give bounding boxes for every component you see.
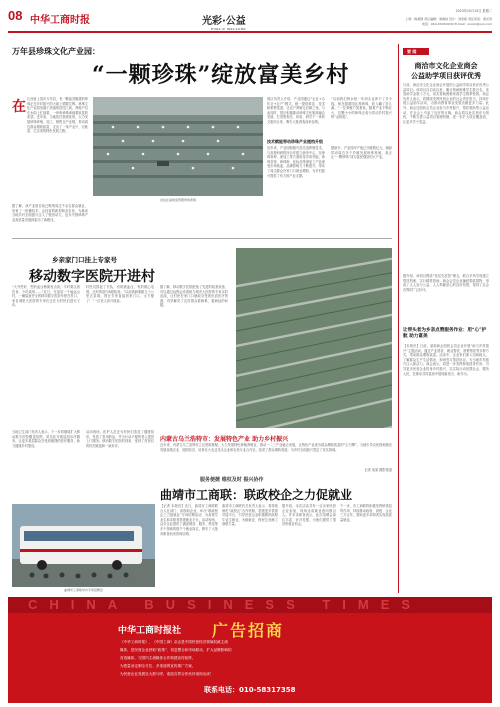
section-divider — [12, 238, 392, 239]
box-body-3: 【本报讯】日前，某地商会组织会员企业开展“助力乡村振兴”主题活动，通过产业帮扶、就业帮扶、消费帮扶等多种方式，带动群众增收致富。活动中，企业家们深入田间地头，了解群众生产生活情况，现场签订帮扶协议，为当地乡村振兴注入新活力。商会表示，将进一步发挥桥梁纽带作用，引导更多民营企业投身乡村振兴，以实际行动回馈社会、服务人民，在推动共同富裕中展现新担当、新作为。 — [403, 344, 489, 376]
lead-headline: “一颗珍珠”绽放富美乡村 — [92, 62, 350, 88]
clinic-body-col4: 当地卫生部门负责人表示，下一步将继续扩大移动数字医院覆盖范围，常态化开展巡回诊疗服务，让更多基层群众享受到便捷的医疗服务，助力健康乡村建设。 — [12, 430, 80, 448]
page-header — [8, 6, 492, 40]
box-body-2: 据介绍，该项目围绕“扶贫先扶智”理念，联合多所学校建立帮扶档案，实行精准资助。商会会员企业踊跃捐款捐物，形成了人人参与公益、人人奉献爱心的良好氛围，得到了社会各界的广泛好评。 — [403, 274, 489, 292]
lead-body-col3: “以前我们种水稻一年到头也挣不了多少钱，现在跟着园区养珍珠，收入翻了好几番。”一位养殖户笑着说。随着产业不断壮大，这颗小小的珍珠正成为带动乡村振兴的“金钥匙”。 — [331, 97, 392, 120]
clinic-body-col1: “大爷您好，您的血压稍微有点高，平时要注意饮食，少吃咸的……”近日，在某县一个偏远山村，一辆装备齐全的移动数字医院车停在村口，来自城里大医院的专家们正在为村民们进行义诊。 — [12, 285, 80, 308]
box-subhead: 让带头者为乡亲点赞服务作业：用“心”护航 助力富美 — [403, 328, 487, 339]
farmland-photo-icon — [236, 248, 392, 428]
lead-photo-caption: 农民在基地里管理珍珠养殖 — [159, 198, 196, 202]
inner-body: 近年来，内蒙古乌兰浩特市立足资源禀赋，大力发展特色种植养殖业，推动一二三产业融合发展，让特色产业成为群众增收致富的“主引擎”。当地引导农民因地制宜发展设施农业、庭院经济，培育壮大农业龙头企业和农民专业合作社，拓宽了群众增收渠道，为乡村全面振兴奠定了坚实基础。 — [160, 443, 392, 452]
qufu-body-col4: 下一步，市工商联将积极发挥桥梁纽带作用，持续推动政府、高校、企业三方合作，帮助更多求职者实现高质量就业。 — [340, 504, 392, 522]
lead-kicker: 万年县珍珠文化产业园： — [12, 46, 100, 56]
clinic-body-col2: 村民们排起了长队，有的测血压，有的做心电图，还有的进行B超检查。“以前看病要跑几十公里去县城，现在专家直接到家门口，太方便了！”一位老人高兴地说。 — [86, 285, 154, 303]
clinic-body-col5: 活动现场，医护人员还为村民们普及了健康知识，发放了常用药品，并为行动不便的老人提供上门服务。移动数字医院的到来，受到了村民们的热烈欢迎和一致好评。 — [86, 430, 154, 448]
ad-line-3: 首选媒体，与国内主流媒体合作构建宣传矩阵， — [120, 656, 196, 660]
ad-line-5: 为民营企业发展壮大鼓与呼，欢迎各界合作伙伴垂询洽谈！ — [120, 672, 214, 676]
lead-subhead: 技术赋能带动珍珠产业提档升级 — [267, 139, 323, 144]
ad-band-text: CHINA BUSINESS TIMES — [28, 597, 423, 612]
ad-line-1: 《中华工商时报》、《中国工商》杂志是中国民营经济领域权威主流 — [120, 640, 228, 644]
clinic-kicker: 乡亲家门口挂上专家号 — [52, 256, 117, 264]
qufu-body-col3: 据介绍，本次活动共有一百余家民营企业参加，现场达成就业意向数百人。许多求职者表示，此次招聘会岗位丰富、针对性强，为他们提供了很好的就业机会。 — [282, 504, 336, 527]
box-subtitle: 公益助学项目获评优秀 — [411, 71, 481, 80]
ad-line-2: 媒体，是民营企业获取“政策”、信息整合和市场联动、扩大品牌影响的 — [120, 648, 232, 652]
box-label-text: 要 闻 — [407, 49, 417, 54]
lead-body-col4: 据了解，该产业园目前已吸纳周边千余名群众就业，培育了一批懂技术、会经营的新型职业农民，为推动当地乡村全面振兴注入了强劲动力，也为中国珍珠产业高质量发展探索出了新路径。 — [12, 204, 88, 222]
lead-dropcap: 在 — [12, 99, 26, 115]
ad-brand: 中华工商时报社 — [118, 626, 182, 636]
inner-credit: 记者 某某 摄影报道 — [364, 468, 392, 472]
section-title-en: PUBLIC WELFARE — [211, 27, 247, 31]
lead-body-col1: 江西省上饶市万年县，有一颗晶莹剔透的珍珠正在乡村振兴的大地上熠熠生辉。珍珠文化产业园坐落于美丽的田园之间，养殖户们在水面上忙碌着，一串串珍珠承载着致富的希望。近年来，当地依托资源优势，大力发展珍珠养殖、加工、销售全产业链，带动周边群众增收致富，走出了一条产业兴、百姓富、生态美的特色发展之路。 — [27, 97, 88, 134]
contact-line: 电话：010-XXXXXXXX E-mail：xxxxx@xxx.com — [421, 22, 492, 26]
paper-name: 中华工商时报 — [30, 15, 90, 26]
qufu-headline: 曲靖市工商联：联政校企之力促就业 — [160, 488, 353, 502]
bus-photo-caption: 曲靖市工商联举办专场招聘会 — [63, 588, 103, 592]
lead-body-col2: 园区负责人介绍，产业园通过“企业+合作社+农户”模式，统一提供蚌苗、技术和销售渠道，让农户养殖无后顾之忧。与此同时，园区积极推动珍珠文化旅游融合发展，打造集观光、体验、研学于一体的文旅综合体，吸引大批游客前来参观。 — [267, 97, 325, 124]
box-body-1: 日前，商洽市文化企业商会开展的公益助学项目获评优秀公益项目。该项目自启动以来，累计资助困难学生数百名，发放助学金数十万元，切实帮助困难家庭学生圆梦校园。商会负责人表示，将继续发挥民营企业的社会责任担当，持续开展公益助学活动，为推动教育事业发展贡献更多力量。此外，商会还组织会员企业参与乡村振兴、帮扶救助等公益活动，在社会上引起了良好的反响。商会将以此次获评为契机，不断完善公益项目管理机制，进一步扩大项目覆盖面，让更多学子受益。 — [403, 83, 489, 124]
date-line: 2023年10月10日 星期二 — [455, 9, 492, 13]
lead-body-col5: 近年来，产业园积极引进先进养殖技术，与高校科研院所合作建立研发中心，在珍珠育种、深加工等方面取得多项突破。珍珠首饰、珍珠粉、化妆品等深加工产品深受市场欢迎，品牌影响力不断提升，带动了周边群众在家门口就业增收，为乡村振兴提供了有力的产业支撑。 — [267, 146, 325, 178]
ad-phone: 联系电话：010-58317358 — [204, 686, 296, 694]
ad-banner — [8, 597, 492, 703]
lead-body-col6: 据统计，产业园年产值已突破数亿元，辐射带动周边多个乡镇发展珍珠养殖，真正让“一颗珍珠”成为富民强县的大产业。 — [331, 146, 392, 160]
editor-line: 上周：梅素群 责任编辑：梁晓炜 设计：刘雯硕 责任审读：黄光涛 — [405, 17, 492, 21]
box-title: 商洽市文化企业商会 — [414, 61, 478, 70]
page-number: 08 — [8, 8, 23, 23]
ad-line-4: 为您量身定制全方位、多渠道的宣传推广方案， — [120, 664, 196, 668]
ad-title: 广告招商 — [212, 621, 285, 640]
inner-headline: 内蒙古乌兰浩特市：发展特色产业 助力乡村振兴 — [160, 436, 289, 443]
section-title: 光彩·公益 — [202, 16, 246, 27]
right-column-box — [398, 44, 492, 593]
qufu-body-col2: 曲靖市工商联有关负责人表示，将持续深化“政校企”合作机制，搭建更多供需对接平台，引导民营企业积极吸纳高校毕业生就业，为稳就业、保民生贡献工商联力量。 — [222, 504, 278, 527]
clinic-headline: 移动数字医院开进村 — [29, 269, 155, 285]
clinic-photo — [236, 248, 392, 428]
bus-photo — [12, 504, 155, 587]
qufu-kicker: 服务便捷 维权及时 振兴协作 — [200, 477, 264, 483]
header-rule — [8, 31, 492, 33]
pond-photo-icon — [93, 97, 263, 196]
lead-photo — [93, 97, 263, 196]
clinic-body-col3: 据了解，移动数字医院配备了先进的检查设备，可以通过远程会诊系统与城市大医院的专家实时连线，让村民在家门口就能享受到优质医疗资源，有效解决了农村群众看病难、看病远的问题。 — [160, 285, 228, 308]
qufu-body-col1: 【记者 本报讯】近日，曲靖市工商联联合人社部门、高校和企业，举办“联政校企之力促就业”专场招聘活动，为高校毕业生和求职者搭建就业平台。活动现场，众多企业提供了涵盖制造、服务、科技等多个领域的数千个就业岗位，吸引了大批求职者前来咨询应聘。 — [160, 504, 218, 536]
bus-photo-icon — [12, 504, 155, 587]
